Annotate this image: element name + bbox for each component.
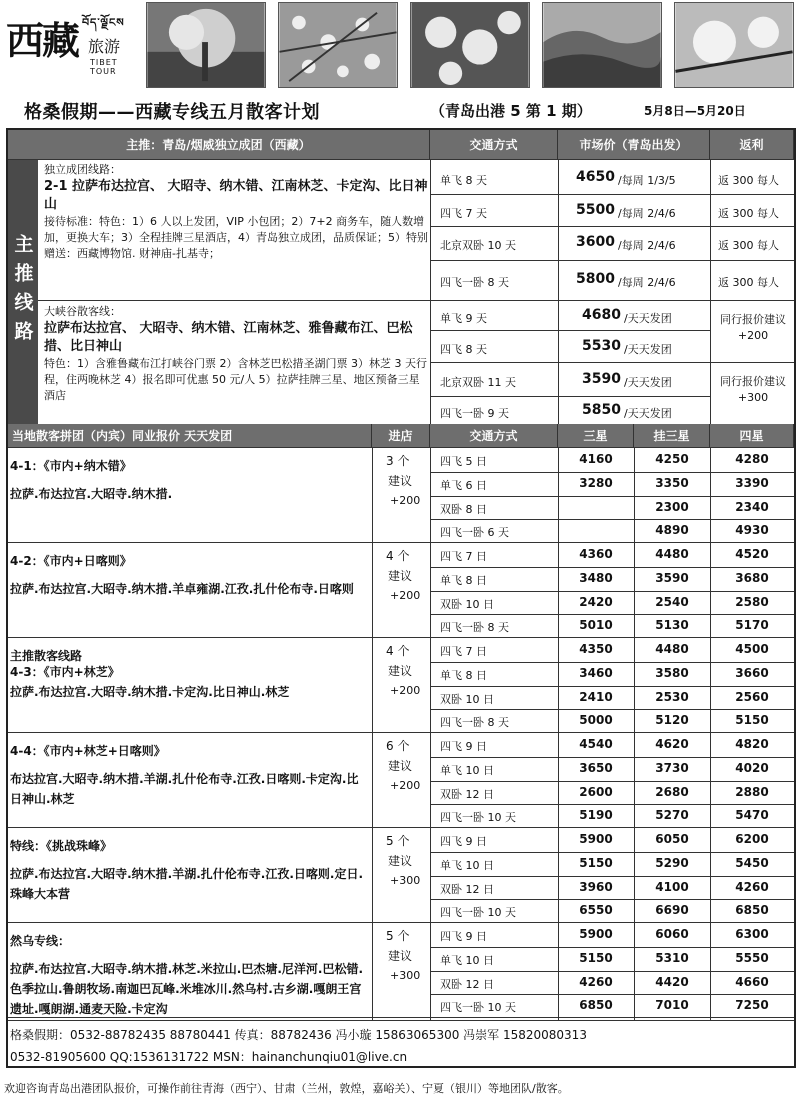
r2-sched-2: /天天发团 [624, 376, 672, 389]
grid-line [558, 448, 559, 1020]
logo-tibetan: བོད་ལྗོངས [82, 16, 125, 29]
local-route-2-row-1-col-0: 单飞 8 日 [440, 668, 487, 682]
local-route-0-row-0-col-2: 4250 [655, 452, 689, 466]
local-route-4-title: 特线：《挑战珠峰》 [10, 839, 113, 853]
local-route-1-row-2-col-1: 2420 [579, 594, 613, 609]
row-line [430, 591, 794, 592]
local-route-3-row-3-col-3: 5470 [735, 808, 769, 823]
photo-blossom [278, 2, 398, 88]
row-line [430, 519, 794, 520]
row-line [430, 781, 794, 782]
r1-sched-0: /每周 1/3/5 [618, 174, 676, 187]
row-line [430, 686, 794, 687]
page-dates: 5月8日—5月20日 [644, 104, 746, 118]
local-route-3-desc: 布达拉宫.大昭寺.纳木措.羊湖.扎什伦布寺.江孜.日喀则.卡定沟.比日神山.林芝 [10, 772, 359, 806]
local-section-header: 当地散客拼团（内宾）同业报价 天天发团 [8, 424, 372, 448]
local-route-2-title: 主推散客线路 4-3：《市内+林芝》 [10, 649, 120, 679]
local-route-0-row-0-col-0: 四飞 5 日 [440, 455, 487, 468]
local-route-1-plus: +200 [390, 589, 421, 602]
row-line [430, 472, 794, 473]
r1-rebate-0: 返 300 每人 [718, 174, 779, 187]
logo-title: 西藏 [6, 18, 79, 63]
local-route-4-row-2-col-2: 4100 [655, 879, 689, 894]
local-route-2-row-2-col-2: 2530 [655, 689, 689, 704]
local-route-1-row-2-col-0: 双卧 10 日 [440, 597, 494, 611]
local-route-1-shop: 4 个 [386, 549, 410, 563]
local-route-3-row-1-col-0: 单飞 10 日 [440, 763, 494, 777]
local-route-0-desc: 拉萨.布达拉宫.大昭寺.纳木措. [10, 487, 173, 501]
row-line [430, 899, 794, 900]
local-route-5-row-0-col-0: 四飞 9 日 [440, 930, 487, 943]
row-line [430, 852, 794, 853]
local-route-2-row-2-col-0: 双卧 10 日 [440, 692, 494, 706]
r1-price-3: 5800 [576, 271, 615, 287]
local-route-0-row-1-col-2: 3350 [655, 475, 689, 490]
local-route-3-row-3-col-0: 四飞一卧 10 天 [440, 811, 516, 825]
local-route-4-row-1-col-1: 5150 [579, 855, 613, 870]
r1-sched-3: /每周 2/4/6 [618, 276, 676, 289]
route-block-border [8, 637, 794, 638]
local-route-2-row-0-col-3: 4500 [735, 642, 769, 656]
tibet-tour-logo [4, 4, 142, 88]
local-route-4-row-0-col-3: 6200 [735, 832, 769, 846]
local-route-1-desc: 拉萨.布达拉宫.大昭寺.纳木措.羊卓雍湖.江孜.扎什伦布寺.日喀则 [10, 582, 354, 596]
row-line [430, 709, 794, 710]
r2-transport-2: 北京双卧 11 天 [440, 376, 516, 389]
col-4star-header: 四星 [710, 424, 794, 448]
row-line [430, 971, 794, 972]
r1-price-0: 4650 [576, 169, 615, 185]
row-line [430, 757, 794, 758]
local-route-1-row-3-col-2: 5130 [655, 618, 689, 633]
row-line [430, 876, 794, 877]
footer-note: 欢迎咨询青岛出港团队报价，可操作前往青海（西宁）、甘肃（兰州，敦煌，嘉峪关）、宁夏（银川）等地团队/散客。 [4, 1082, 569, 1095]
r2-sched-0: /天天发团 [624, 312, 672, 325]
route-block-border [8, 542, 794, 543]
local-route-2-suggest: 建议 [388, 664, 413, 678]
photo-valley [542, 2, 662, 88]
local-route-5-row-3-col-1: 6850 [579, 998, 613, 1013]
local-route-0-row-1-col-0: 单飞 6 日 [440, 478, 487, 492]
r1-rebate-1: 返 300 每人 [718, 207, 779, 220]
local-route-5-shop: 5 个 [386, 929, 410, 943]
local-route-4-plus: +300 [390, 874, 421, 887]
local-route-5-row-1-col-0: 单飞 10 日 [440, 953, 494, 967]
grid-line [372, 448, 373, 1020]
r1-price-2: 3600 [576, 234, 615, 250]
local-route-5-row-0-col-2: 6060 [655, 927, 689, 941]
local-route-4-suggest: 建议 [388, 854, 413, 868]
local-route-3-row-1-col-1: 3650 [579, 760, 613, 775]
route1-line2: 2-1 拉萨布达拉宫、 大昭寺、纳木错、江南林芝、卡定沟、比日神山 [44, 179, 428, 212]
r1-rebate-3: 返 300 每人 [718, 276, 779, 289]
r2-sched-3: /天天发团 [624, 407, 672, 420]
local-route-5-row-1-col-1: 5150 [579, 950, 613, 965]
local-route-0-row-0-col-1: 4160 [579, 452, 613, 466]
route-block-border [8, 922, 794, 923]
local-route-4-shop: 5 个 [386, 834, 410, 848]
local-route-4-row-0-col-1: 5900 [579, 832, 613, 846]
local-route-3-shop: 6 个 [386, 739, 410, 753]
local-route-0-row-1-col-1: 3280 [579, 475, 613, 490]
local-route-3-row-2-col-2: 2680 [655, 784, 689, 799]
local-route-3-row-0-col-1: 4540 [579, 737, 613, 751]
local-route-0-row-2-col-2: 2300 [655, 499, 689, 514]
side-label-main-routes: 主推线路 [8, 160, 38, 424]
local-route-3-row-2-col-0: 双卧 12 日 [440, 787, 494, 801]
local-route-3-row-3-col-2: 5270 [655, 808, 689, 823]
local-route-3-plus: +200 [390, 779, 421, 792]
local-route-3-row-2-col-1: 2600 [579, 784, 613, 799]
local-route-2-row-0-col-1: 4350 [579, 642, 613, 656]
row-line [430, 662, 794, 663]
logo-en: TIBET TOUR [90, 58, 118, 76]
local-route-2-shop: 4 个 [386, 644, 410, 658]
local-route-3-row-0-col-2: 4620 [655, 737, 689, 751]
local-route-2-row-1-col-1: 3460 [579, 665, 613, 680]
col-3star-header: 三星 [558, 424, 634, 448]
local-route-3-row-2-col-3: 2880 [735, 784, 769, 799]
local-route-1-row-1-col-1: 3480 [579, 570, 613, 585]
photo-flowers [410, 2, 530, 88]
page-title: 格桑假期——西藏专线五月散客计划 [24, 102, 320, 123]
local-route-4-desc: 拉萨.布达拉宫.大昭寺.纳木措.羊湖.扎什伦布寺.江孜.日喀则.定日.珠峰大本营 [10, 867, 364, 901]
local-route-1-row-2-col-2: 2540 [655, 594, 689, 609]
local-route-4-row-1-col-3: 5450 [735, 855, 769, 870]
local-route-0-row-3-col-2: 4890 [655, 523, 689, 538]
local-route-3-title: 4-4：《市内+林芝+日喀则》 [10, 744, 166, 758]
local-route-4-row-2-col-0: 双卧 12 日 [440, 882, 494, 896]
local-route-5-row-2-col-0: 双卧 12 日 [440, 977, 494, 991]
photo-tree [146, 2, 266, 88]
local-route-5-row-0-col-1: 5900 [579, 927, 613, 941]
local-route-1-row-1-col-2: 3590 [655, 570, 689, 585]
local-route-4-row-3-col-2: 6690 [655, 903, 689, 918]
local-route-0-row-2-col-3: 2340 [735, 499, 769, 514]
local-route-4-row-0-col-0: 四飞 9 日 [440, 835, 487, 848]
r1-price-1: 5500 [576, 202, 615, 218]
r1-transport-1: 四飞 7 天 [440, 207, 487, 220]
local-route-2-row-3-col-1: 5000 [579, 713, 613, 728]
local-route-1-row-0-col-1: 4360 [579, 547, 613, 561]
col-rebate-header: 返利 [710, 130, 794, 160]
grid-line [710, 448, 711, 1020]
local-route-5-desc: 拉萨.布达拉宫.大昭寺.纳木措.林芝.米拉山.巴杰塘.尼洋河.巴松错.色季拉山.鲁朗牧场.南迦巴瓦峰.米堆冰川.然乌村.古乡湖.嘎朗王宫遗址.嘎朗湖.通麦天险.卡定沟 [10, 962, 364, 1016]
route2-line3: 特色：1）含雅鲁藏布江打峡谷门票 2）含林芝巴松措圣湖门票 3）林芝 3 天行程，住两晚林芝 4）报名即可优惠 50 元/人 5）拉萨挂牌三星、地区预备三星酒店 [44, 357, 427, 402]
local-route-3-row-1-col-3: 4020 [735, 760, 769, 775]
main-section-header: 主推：青岛/烟威独立成团（西藏） [8, 130, 430, 160]
route-block-border [8, 827, 794, 828]
local-route-4-row-3-col-3: 6850 [735, 903, 769, 918]
r2-rebate-b: 同行报价建议+300 [720, 375, 786, 404]
r2-price-0: 4680 [582, 307, 621, 323]
local-route-3-row-0-col-0: 四飞 9 日 [440, 740, 487, 753]
route2-line1: 大峡谷散客线： [44, 305, 121, 318]
logo-sub: 旅游 [88, 37, 121, 56]
local-route-0-title: 4-1：《市内+纳木错》 [10, 459, 132, 473]
local-route-0-row-0-col-3: 4280 [735, 452, 769, 466]
local-route-2-row-1-col-3: 3660 [735, 665, 769, 680]
col-shop-header: 进店 [372, 424, 430, 448]
local-route-1-title: 4-2：《市内+日喀则》 [10, 554, 132, 568]
r2-transport-0: 单飞 9 天 [440, 312, 487, 325]
local-route-1-row-1-col-0: 单飞 8 日 [440, 573, 487, 587]
header [0, 0, 800, 92]
route1-description [44, 162, 428, 262]
r2-price-3: 5850 [582, 402, 621, 418]
local-route-2-row-2-col-1: 2410 [579, 689, 613, 704]
route2-description [44, 304, 428, 404]
local-route-5-row-3-col-2: 7010 [655, 998, 689, 1013]
local-route-4-row-2-col-1: 3960 [579, 879, 613, 894]
row-line [430, 567, 794, 568]
r2-transport-3: 四飞一卧 9 天 [440, 407, 509, 420]
local-route-2-row-1-col-2: 3580 [655, 665, 689, 680]
local-route-3-row-0-col-3: 4820 [735, 737, 769, 751]
r2-sched-1: /天天发团 [624, 343, 672, 356]
photo-peach-blossom [674, 2, 794, 88]
local-route-1-row-2-col-3: 2580 [735, 594, 769, 609]
local-route-2-row-0-col-0: 四飞 7 日 [440, 645, 487, 658]
local-route-3-suggest: 建议 [388, 759, 413, 773]
r2-transport-1: 四飞 8 天 [440, 343, 487, 356]
local-route-5-plus: +300 [390, 969, 421, 982]
local-route-4-row-2-col-3: 4260 [735, 879, 769, 894]
local-route-1-row-3-col-1: 5010 [579, 618, 613, 633]
row-line [430, 994, 794, 995]
row-line [430, 614, 794, 615]
local-route-1-row-3-col-3: 5170 [735, 618, 769, 633]
local-route-5-row-1-col-3: 5550 [735, 950, 769, 965]
local-route-5-row-2-col-3: 4660 [735, 974, 769, 989]
grid-line [430, 448, 431, 1020]
route1-line3: 接待标准：特色：1）6 人以上发团，VIP 小包团；2）7+2 商务车，随人数增加，更换大车；3）全程挂牌三星酒店，4）青岛独立成团，品质保证；5）特别赠送：西藏博物馆. 财神庙-扎基寺； [44, 215, 428, 260]
local-route-5-row-2-col-2: 4420 [655, 974, 689, 989]
col-transport-header: 交通方式 [430, 130, 558, 160]
col-local-transport-header: 交通方式 [430, 424, 558, 448]
local-route-1-row-0-col-0: 四飞 7 日 [440, 550, 487, 563]
local-route-5-row-0-col-3: 6300 [735, 927, 769, 941]
local-route-5-row-3-col-0: 四飞一卧 10 天 [440, 1001, 516, 1015]
r2-rebate-a: 同行报价建议+200 [720, 313, 786, 342]
local-route-5-suggest: 建议 [388, 949, 413, 963]
local-route-2-row-2-col-3: 2560 [735, 689, 769, 704]
local-route-5-row-1-col-2: 5310 [655, 950, 689, 965]
r2-price-2: 3590 [582, 371, 621, 387]
local-route-4-row-1-col-0: 单飞 10 日 [440, 858, 494, 872]
local-route-2-desc: 拉萨.布达拉宫.大昭寺.纳木措.卡定沟.比日神山.林芝 [10, 685, 290, 699]
local-route-0-plus: +200 [390, 494, 421, 507]
local-route-0-suggest: 建议 [388, 474, 413, 488]
grid-line [634, 448, 635, 1020]
route1-line1: 独立成团线路： [44, 163, 121, 176]
local-route-2-row-0-col-2: 4480 [655, 642, 689, 656]
local-route-1-row-3-col-0: 四飞一卧 8 天 [440, 621, 509, 635]
local-route-2-row-3-col-0: 四飞一卧 8 天 [440, 716, 509, 730]
local-route-3-row-3-col-1: 5190 [579, 808, 613, 823]
local-route-5-row-2-col-1: 4260 [579, 974, 613, 989]
local-route-5-title: 然乌专线： [10, 934, 71, 948]
r1-transport-2: 北京双卧 10 天 [440, 239, 516, 252]
r1-sched-2: /每周 2/4/6 [618, 239, 676, 252]
r1-transport-0: 单飞 8 天 [440, 174, 487, 187]
row-line [430, 496, 794, 497]
local-route-4-row-3-col-1: 6550 [579, 903, 613, 918]
local-route-0-row-3-col-3: 4930 [735, 523, 769, 538]
contact-line1: 格桑假期：0532-88782435 88780441 传真：88782436 冯小璇 15863065300 冯崇军 15820080313 [10, 1028, 587, 1042]
contact-line2: 0532-81905600 QQ:1536131722 MSN：hainanchunqiu01@live.cn [10, 1050, 408, 1064]
local-route-4-row-3-col-0: 四飞一卧 10 天 [440, 906, 516, 920]
local-route-2-row-3-col-2: 5120 [655, 713, 689, 728]
local-route-0-row-1-col-3: 3390 [735, 475, 769, 490]
local-route-3-row-1-col-2: 3730 [655, 760, 689, 775]
local-route-1-row-0-col-3: 4520 [735, 547, 769, 561]
local-route-0-row-3-col-0: 四飞一卧 6 天 [440, 526, 509, 540]
local-route-2-plus: +200 [390, 684, 421, 697]
local-route-4-row-1-col-2: 5290 [655, 855, 689, 870]
title-bar [0, 94, 800, 126]
local-route-0-shop: 3 个 [386, 454, 410, 468]
local-route-2-row-3-col-3: 5150 [735, 713, 769, 728]
r1-sched-1: /每周 2/4/6 [618, 207, 676, 220]
local-route-5-row-3-col-3: 7250 [735, 998, 769, 1013]
local-route-1-row-0-col-2: 4480 [655, 547, 689, 561]
local-route-4-row-0-col-2: 6050 [655, 832, 689, 846]
page-subtitle: （青岛出港 5 第 1 期） [430, 102, 592, 120]
route-block-border [8, 732, 794, 733]
row-line [430, 947, 794, 948]
r1-rebate-2: 返 300 每人 [718, 239, 779, 252]
route2-line2: 拉萨布达拉宫、 大昭寺、纳木错、江南林芝、雅鲁藏布江、巴松措、比日神山 [44, 321, 413, 354]
row-line [430, 804, 794, 805]
local-route-1-suggest: 建议 [388, 569, 413, 583]
col-g3star-header: 挂三星 [634, 424, 710, 448]
col-price-header: 市场价（青岛出发） [558, 130, 710, 160]
r1-transport-3: 四飞一卧 8 天 [440, 276, 509, 289]
local-route-1-row-1-col-3: 3680 [735, 570, 769, 585]
local-route-0-row-2-col-0: 双卧 8 日 [440, 502, 487, 516]
r2-price-1: 5530 [582, 338, 621, 354]
